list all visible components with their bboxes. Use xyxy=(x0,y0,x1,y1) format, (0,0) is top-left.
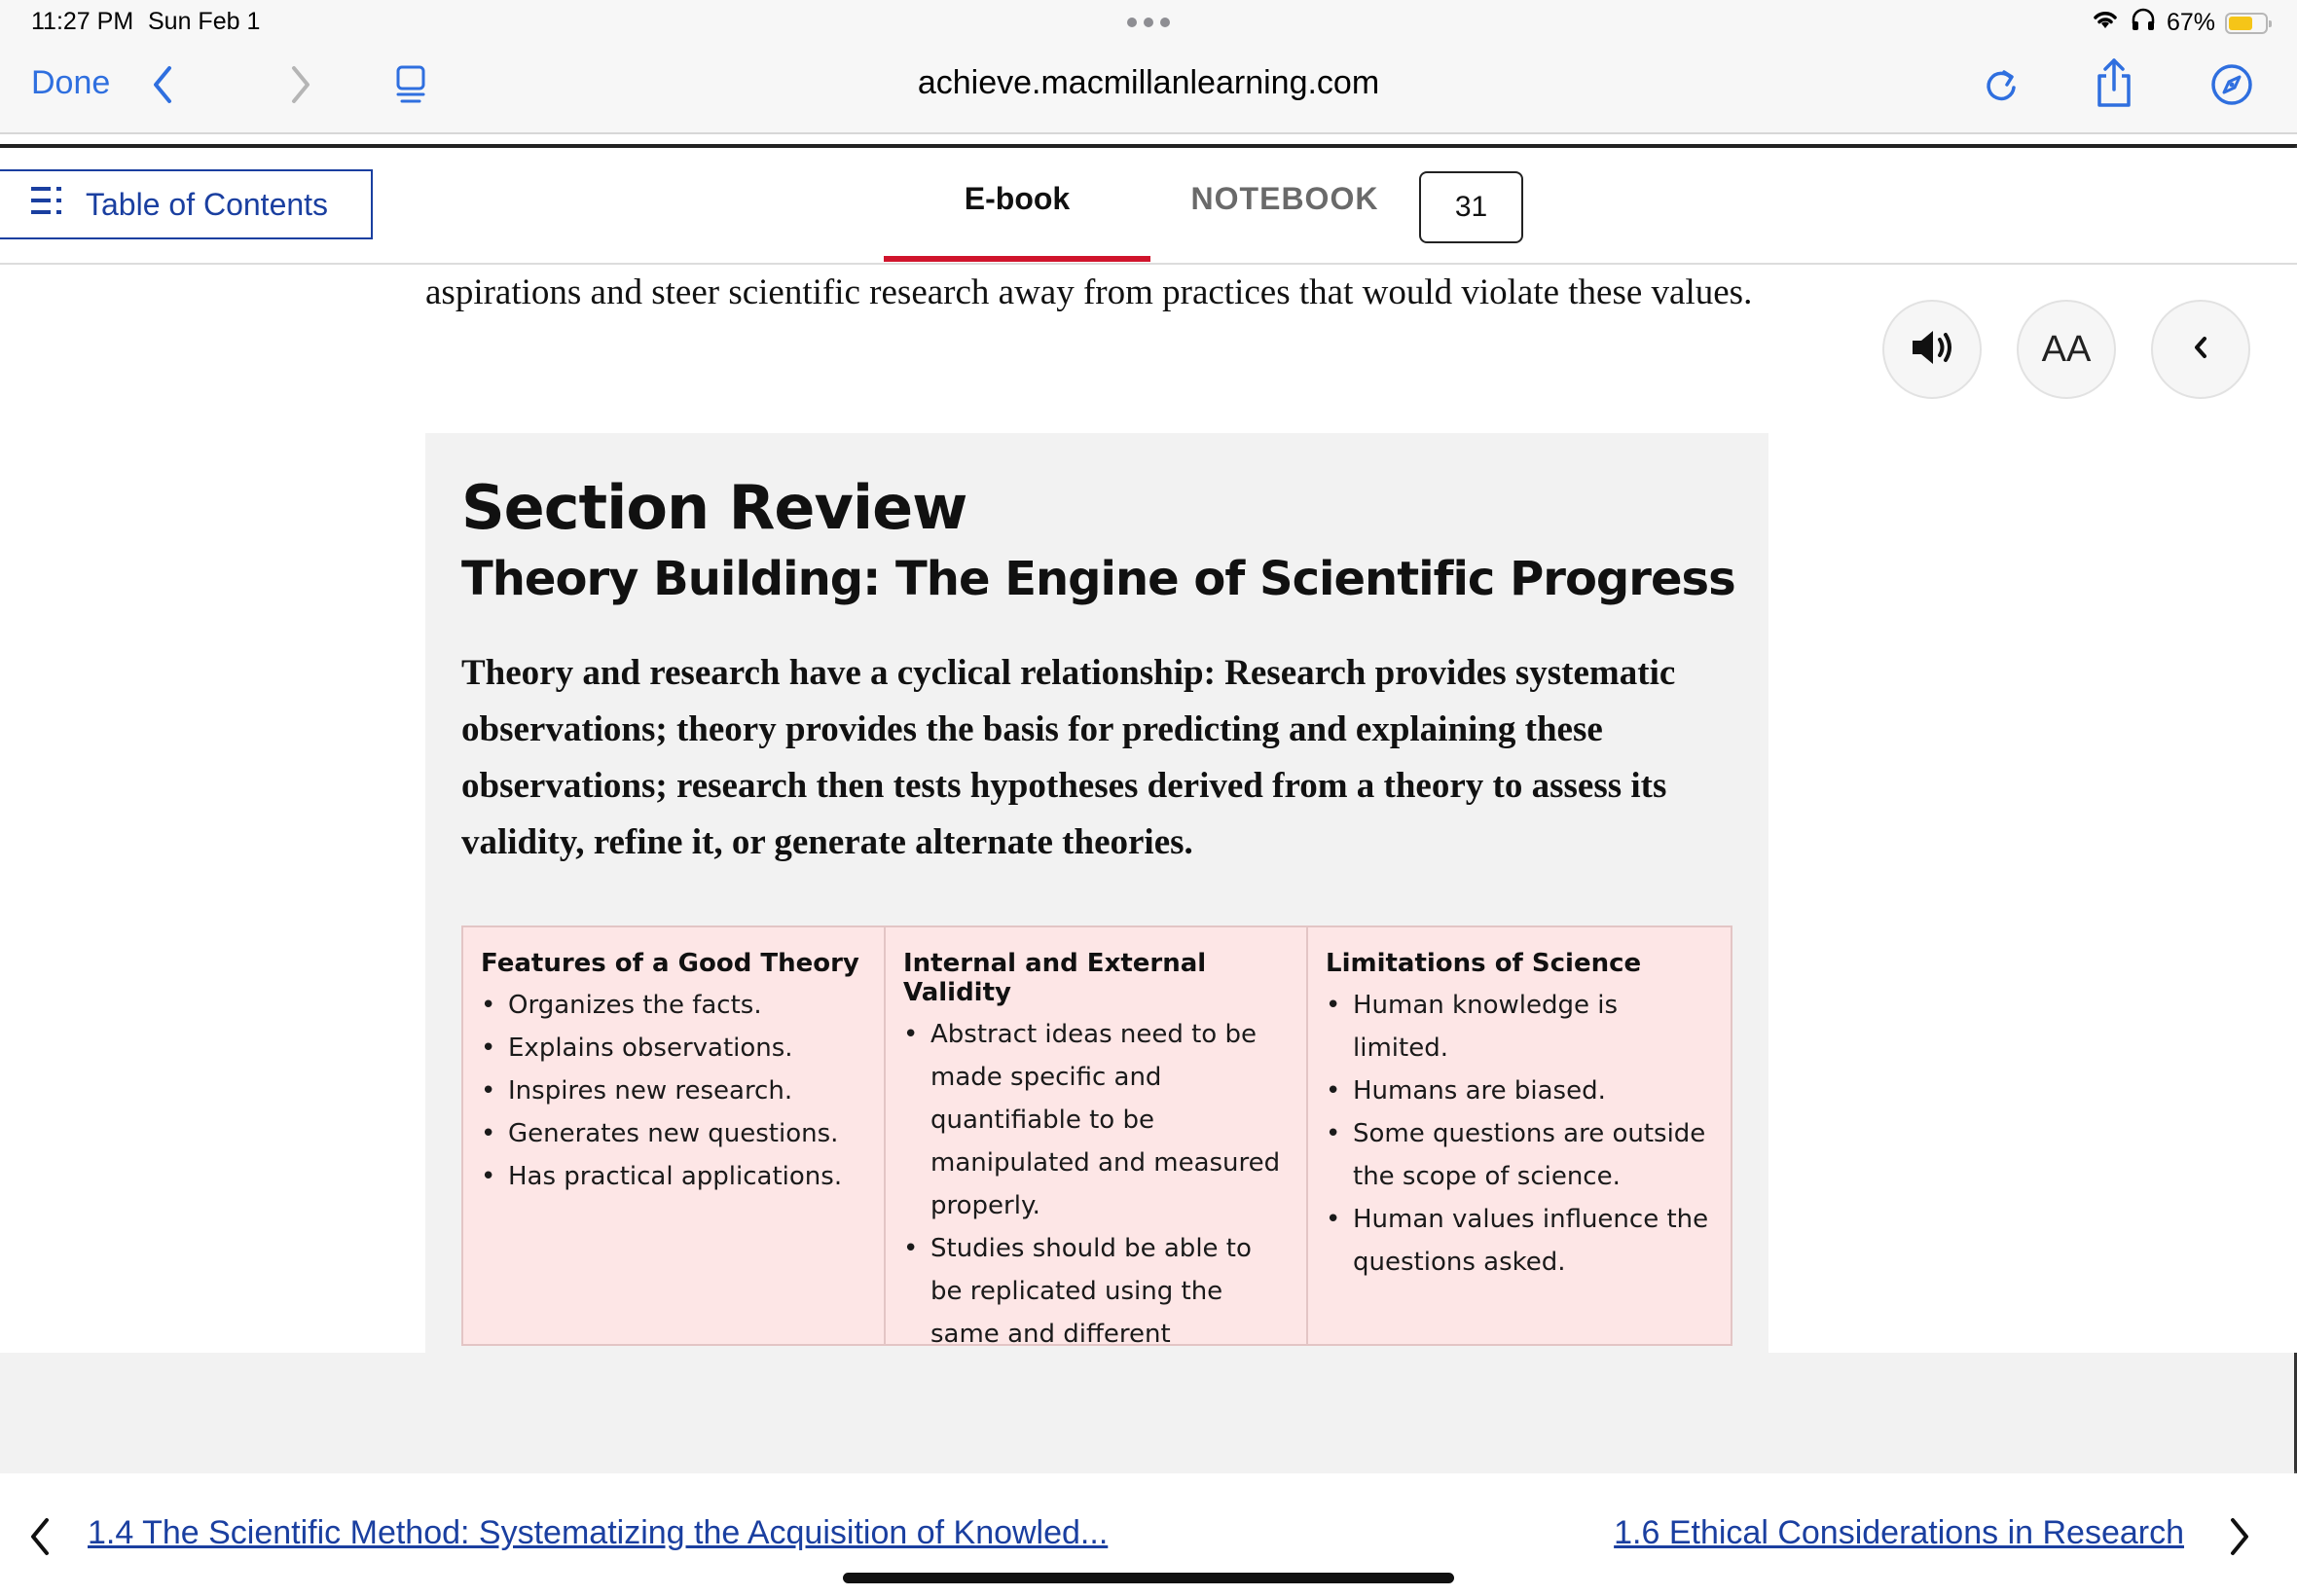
chapter-navigation xyxy=(0,1477,2297,1596)
list-item: • Organizes the facts. xyxy=(481,984,868,1027)
section-review-subtitle: Theory Building: The Engine of Scientific Progress xyxy=(461,552,1735,606)
list-item: • Abstract ideas need to be made specific and quantifiable to be manipulated and measured properly. xyxy=(903,1013,1291,1227)
ebook-app xyxy=(0,144,2297,1473)
wifi-icon xyxy=(2091,9,2120,37)
done-button[interactable]: Done xyxy=(31,64,111,101)
list-item: • Human values influence the questions asked. xyxy=(1326,1198,1715,1284)
back-chevron-icon[interactable] xyxy=(148,62,177,107)
list-item: • Inspires new research. xyxy=(481,1070,868,1112)
section-review-summary: Theory and research have a cyclical relationship: Research provides systematic observations; theory provides the basis for predicting and explaining these observations; research then tests hypotheses derived from a theory to assess its validity, refine it, or generate alternate theories. xyxy=(461,653,1676,862)
font-size-icon: AA xyxy=(2041,328,2092,370)
next-section-link[interactable]: 1.6 Ethical Considerations in Research xyxy=(1614,1514,2184,1551)
list-item: • Some questions are outside the scope of science. xyxy=(1326,1112,1715,1198)
notebook-count-badge[interactable]: 31 xyxy=(1419,171,1523,243)
battery-percent: 67% xyxy=(2166,9,2215,36)
section-review-title: Section Review xyxy=(461,472,967,543)
review-table xyxy=(461,925,1732,1349)
collapse-tools-button[interactable] xyxy=(2151,300,2250,399)
battery-icon xyxy=(2225,13,2268,34)
status-date: Sun Feb 1 xyxy=(148,8,261,35)
reload-icon[interactable] xyxy=(1982,64,2021,107)
status-time: 11:27 PM xyxy=(31,8,134,35)
section-review xyxy=(425,433,1768,1353)
previous-chevron-icon[interactable] xyxy=(25,1514,55,1564)
list-item: • Explains observations. xyxy=(481,1027,868,1070)
compass-icon[interactable] xyxy=(2209,62,2254,107)
previous-section-link[interactable]: 1.4 The Scientific Method: Systematizing the Acquisition of Knowled... xyxy=(88,1514,1109,1551)
tab-notebook[interactable]: NOTEBOOK xyxy=(1190,181,1379,216)
headphones-icon xyxy=(2130,8,2157,38)
list-item: • Has practical applications. xyxy=(481,1155,868,1198)
home-indicator[interactable] xyxy=(843,1573,1454,1583)
list-menu-icon xyxy=(31,184,64,225)
list-item: • Humans are biased. xyxy=(1326,1070,1715,1112)
status-bar xyxy=(0,0,2297,47)
active-tab-indicator xyxy=(884,256,1150,262)
chevron-left-icon xyxy=(2190,333,2211,367)
review-column xyxy=(463,927,886,1344)
body-paragraph: aspirations and steer scientific research away from practices that would violate these values. xyxy=(425,272,1753,312)
tab-ebook[interactable]: E-book xyxy=(964,181,1071,216)
speaker-icon xyxy=(1909,328,1955,372)
list-item: • Generates new questions. xyxy=(481,1112,868,1155)
browser-toolbar xyxy=(0,47,2297,134)
column-heading: Limitations of Science xyxy=(1326,949,1642,978)
share-icon[interactable] xyxy=(2093,56,2135,109)
tabs-icon[interactable] xyxy=(393,64,428,105)
forward-chevron-icon[interactable] xyxy=(286,62,315,107)
list-item: • Studies should be able to be replicated using the same and different xyxy=(903,1227,1291,1441)
status-indicators xyxy=(2091,8,2268,38)
reading-pane xyxy=(0,265,2297,1353)
content-footer xyxy=(0,1353,2294,1473)
next-chevron-icon[interactable] xyxy=(2225,1514,2254,1564)
table-of-contents-label: Table of Contents xyxy=(86,186,329,222)
column-heading: Internal and External Validity xyxy=(903,949,1207,1007)
list-item: • Human knowledge is limited. xyxy=(1326,984,1715,1070)
multitasking-dots-icon[interactable] xyxy=(1127,18,1170,29)
font-size-button[interactable] xyxy=(2017,300,2116,399)
review-column xyxy=(1308,927,1731,1344)
table-of-contents-button[interactable] xyxy=(0,169,373,239)
review-column xyxy=(886,927,1308,1349)
column-heading: Features of a Good Theory xyxy=(481,949,859,978)
app-header xyxy=(0,148,2297,265)
read-aloud-button[interactable] xyxy=(1882,300,1982,399)
url-field[interactable]: achieve.macmillanlearning.com xyxy=(917,64,1380,101)
